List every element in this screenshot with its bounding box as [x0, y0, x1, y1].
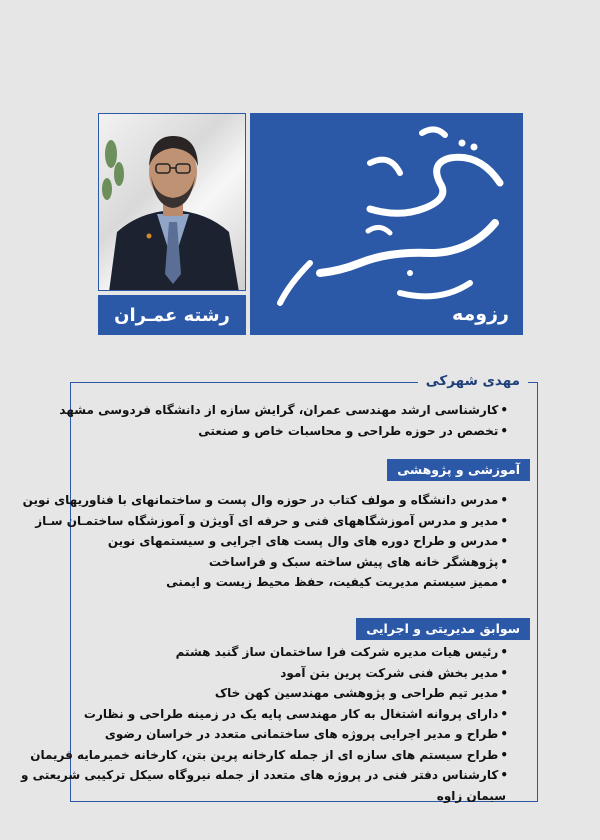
- list-item: • مدیر تیم طراحی و پژوهشی مهندسین کهن خاک: [88, 683, 508, 704]
- list-item: • طراح و مدیر اجرایی پروژه های ساختمانی متعدد در خراسان رضوی: [88, 724, 508, 745]
- summary-list: [59, 400, 508, 441]
- list-item: • مدیر بخش فنی شرکت پرین بتن آمود: [88, 663, 508, 684]
- list-item: • کارشناسی ارشد مهندسی عمران، گرایش سازه از دانشگاه فردوسی مشهد: [88, 400, 508, 421]
- portrait-photo: [98, 113, 246, 291]
- field-label: رشته عمـران: [98, 295, 246, 335]
- brand-block: [250, 113, 523, 335]
- list-item: • مدرس و طراح دوره های وال پست های اجرایی و سیستمهای نوین: [88, 531, 508, 552]
- list-item: • تخصص در حوزه طراحی و محاسبات خاص و صنعتی: [88, 421, 508, 442]
- list-item-continuation: سیمان زاوه: [436, 788, 506, 803]
- list-item: • پژوهشگر خانه های پیش ساخته سبک و فراساخت: [88, 552, 508, 573]
- section-heading-education: آموزشی و پژوهشی: [387, 459, 530, 481]
- list-item: • مدرس دانشگاه و مولف کتاب در حوزه وال پست و ساختمانهای با فناوریهای نوین: [88, 490, 508, 511]
- list-item: • طراح سیستم های سازه ای از جمله کارخانه پرین بتن، کارخانه خمیرمایه فریمان: [88, 745, 508, 766]
- section-heading-management: سوابق مدیریتی و اجرایی: [356, 618, 530, 640]
- person-name: مهدی شهرکی: [418, 370, 528, 392]
- list-item: • رئیس هیات مدیره شرکت فرا ساختمان ساز گنبد هشتم: [88, 642, 508, 663]
- list-item: • مدیر و مدرس آموزشگاههای فنی و حرفه ای آویژن و آموزشگاه ساختمـان سـاز: [88, 511, 508, 532]
- signature-logo: [250, 113, 523, 335]
- resume-label: رزومه: [452, 303, 509, 325]
- management-list: [20, 642, 508, 806]
- education-list: [22, 490, 508, 593]
- list-item: • ممیز سیستم مدیریت کیفیت، حفظ محیط زیست و ایمنی: [88, 572, 508, 593]
- list-item: • دارای پروانه اشتغال به کار مهندسی پایه یک در زمینه طراحی و نظارت: [88, 704, 508, 725]
- list-item: • کارشناس دفتر فنی در پروژه های متعدد از جمله نیروگاه سیکل ترکیبی شریعتی و: [88, 765, 508, 786]
- portrait-illustration: [99, 114, 246, 291]
